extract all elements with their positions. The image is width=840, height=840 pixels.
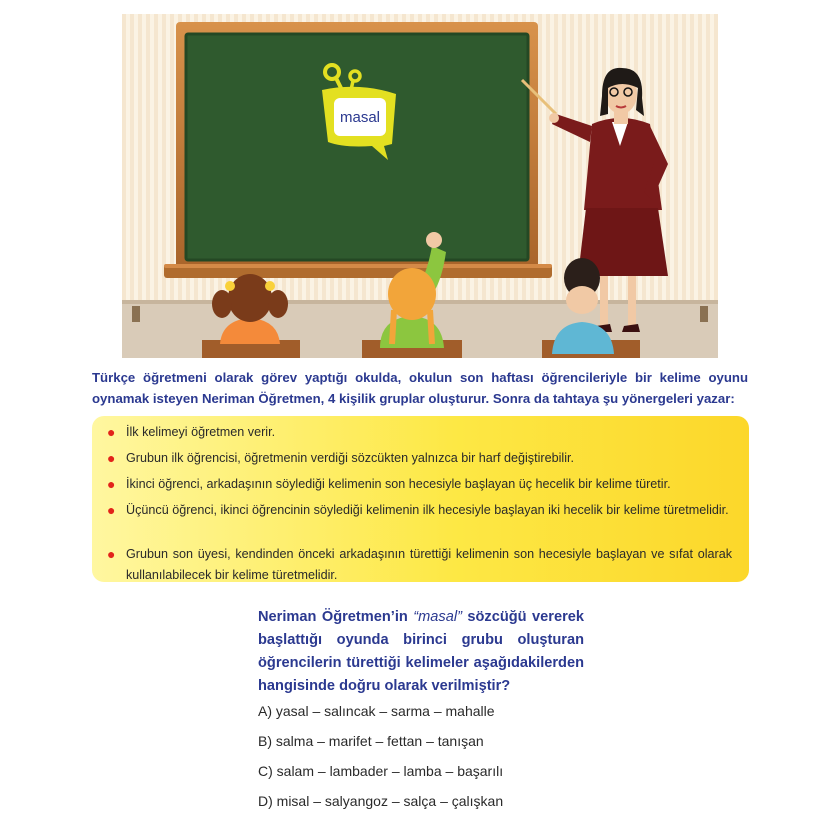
classroom-illustration <box>122 14 718 358</box>
instruction-text: İkinci öğrenci, arkadaşının söylediği kelimenin son hecesiyle başlayan üç hecelik bir kelime türetir. <box>126 477 671 491</box>
instruction-text: Grubun son üyesi, kendinden önceki arkadaşının türettiği kelimenin son hecesiyle başlayan ve sıfat olarak kullanılabilecek bir kelime türetmelidir. <box>126 547 732 582</box>
question-text <box>258 606 584 698</box>
instruction-item <box>107 544 732 586</box>
answer-option-a[interactable]: A) yasal – salıncak – sarma – mahalle <box>258 703 495 719</box>
answer-option-c[interactable]: C) salam – lambader – lamba – başarılı <box>258 763 504 779</box>
bullet-icon: ● <box>107 450 116 466</box>
bullet-icon: ● <box>107 424 116 440</box>
question-part: Neriman Öğretmen’in <box>258 609 414 625</box>
answer-option-d[interactable]: D) misal – salyangoz – salça – çalışkan <box>258 793 504 809</box>
question-quoted-word: “masal” <box>413 609 462 625</box>
chalkboard <box>164 22 552 278</box>
instructions-box <box>92 416 749 582</box>
instruction-text: Grubun ilk öğrencisi, öğretmenin verdiği sözcükten yalnızca bir harf değiştirebilir. <box>126 451 574 465</box>
instruction-text: Üçüncü öğrenci, ikinci öğrencinin söylediği kelimenin ilk hecesiyle başlayan iki hecelik bir kelime türetmelidir. <box>126 503 729 517</box>
bullet-icon: ● <box>107 502 116 518</box>
board-word: masal <box>339 109 381 126</box>
instruction-text: İlk kelimeyi öğretmen verir. <box>126 425 276 439</box>
instruction-item <box>107 422 732 443</box>
instruction-item <box>107 474 732 495</box>
bullet-icon: ● <box>107 476 116 492</box>
instruction-item <box>107 500 732 521</box>
bullet-icon: ● <box>107 546 116 562</box>
instruction-item <box>107 448 732 469</box>
intro-paragraph: Türkçe öğretmeni olarak görev yaptığı okulda, okulun son haftası öğrencileriyle bir kelime oyunu oynamak isteyen Neriman Öğretmen, 4 kişilik gruplar oluşturur. Sonra da tahtaya şu yönergeleri yazar: <box>92 370 748 406</box>
question-part: sözcüğü vererek başlattığı oyunda birinci grubu oluşturan öğrencilerin türettiği kelimeler aşağıdakilerden hangisinde doğru olarak verilmiştir? <box>258 609 584 694</box>
answer-option-b[interactable]: B) salma – marifet – fettan – tanışan <box>258 733 484 749</box>
